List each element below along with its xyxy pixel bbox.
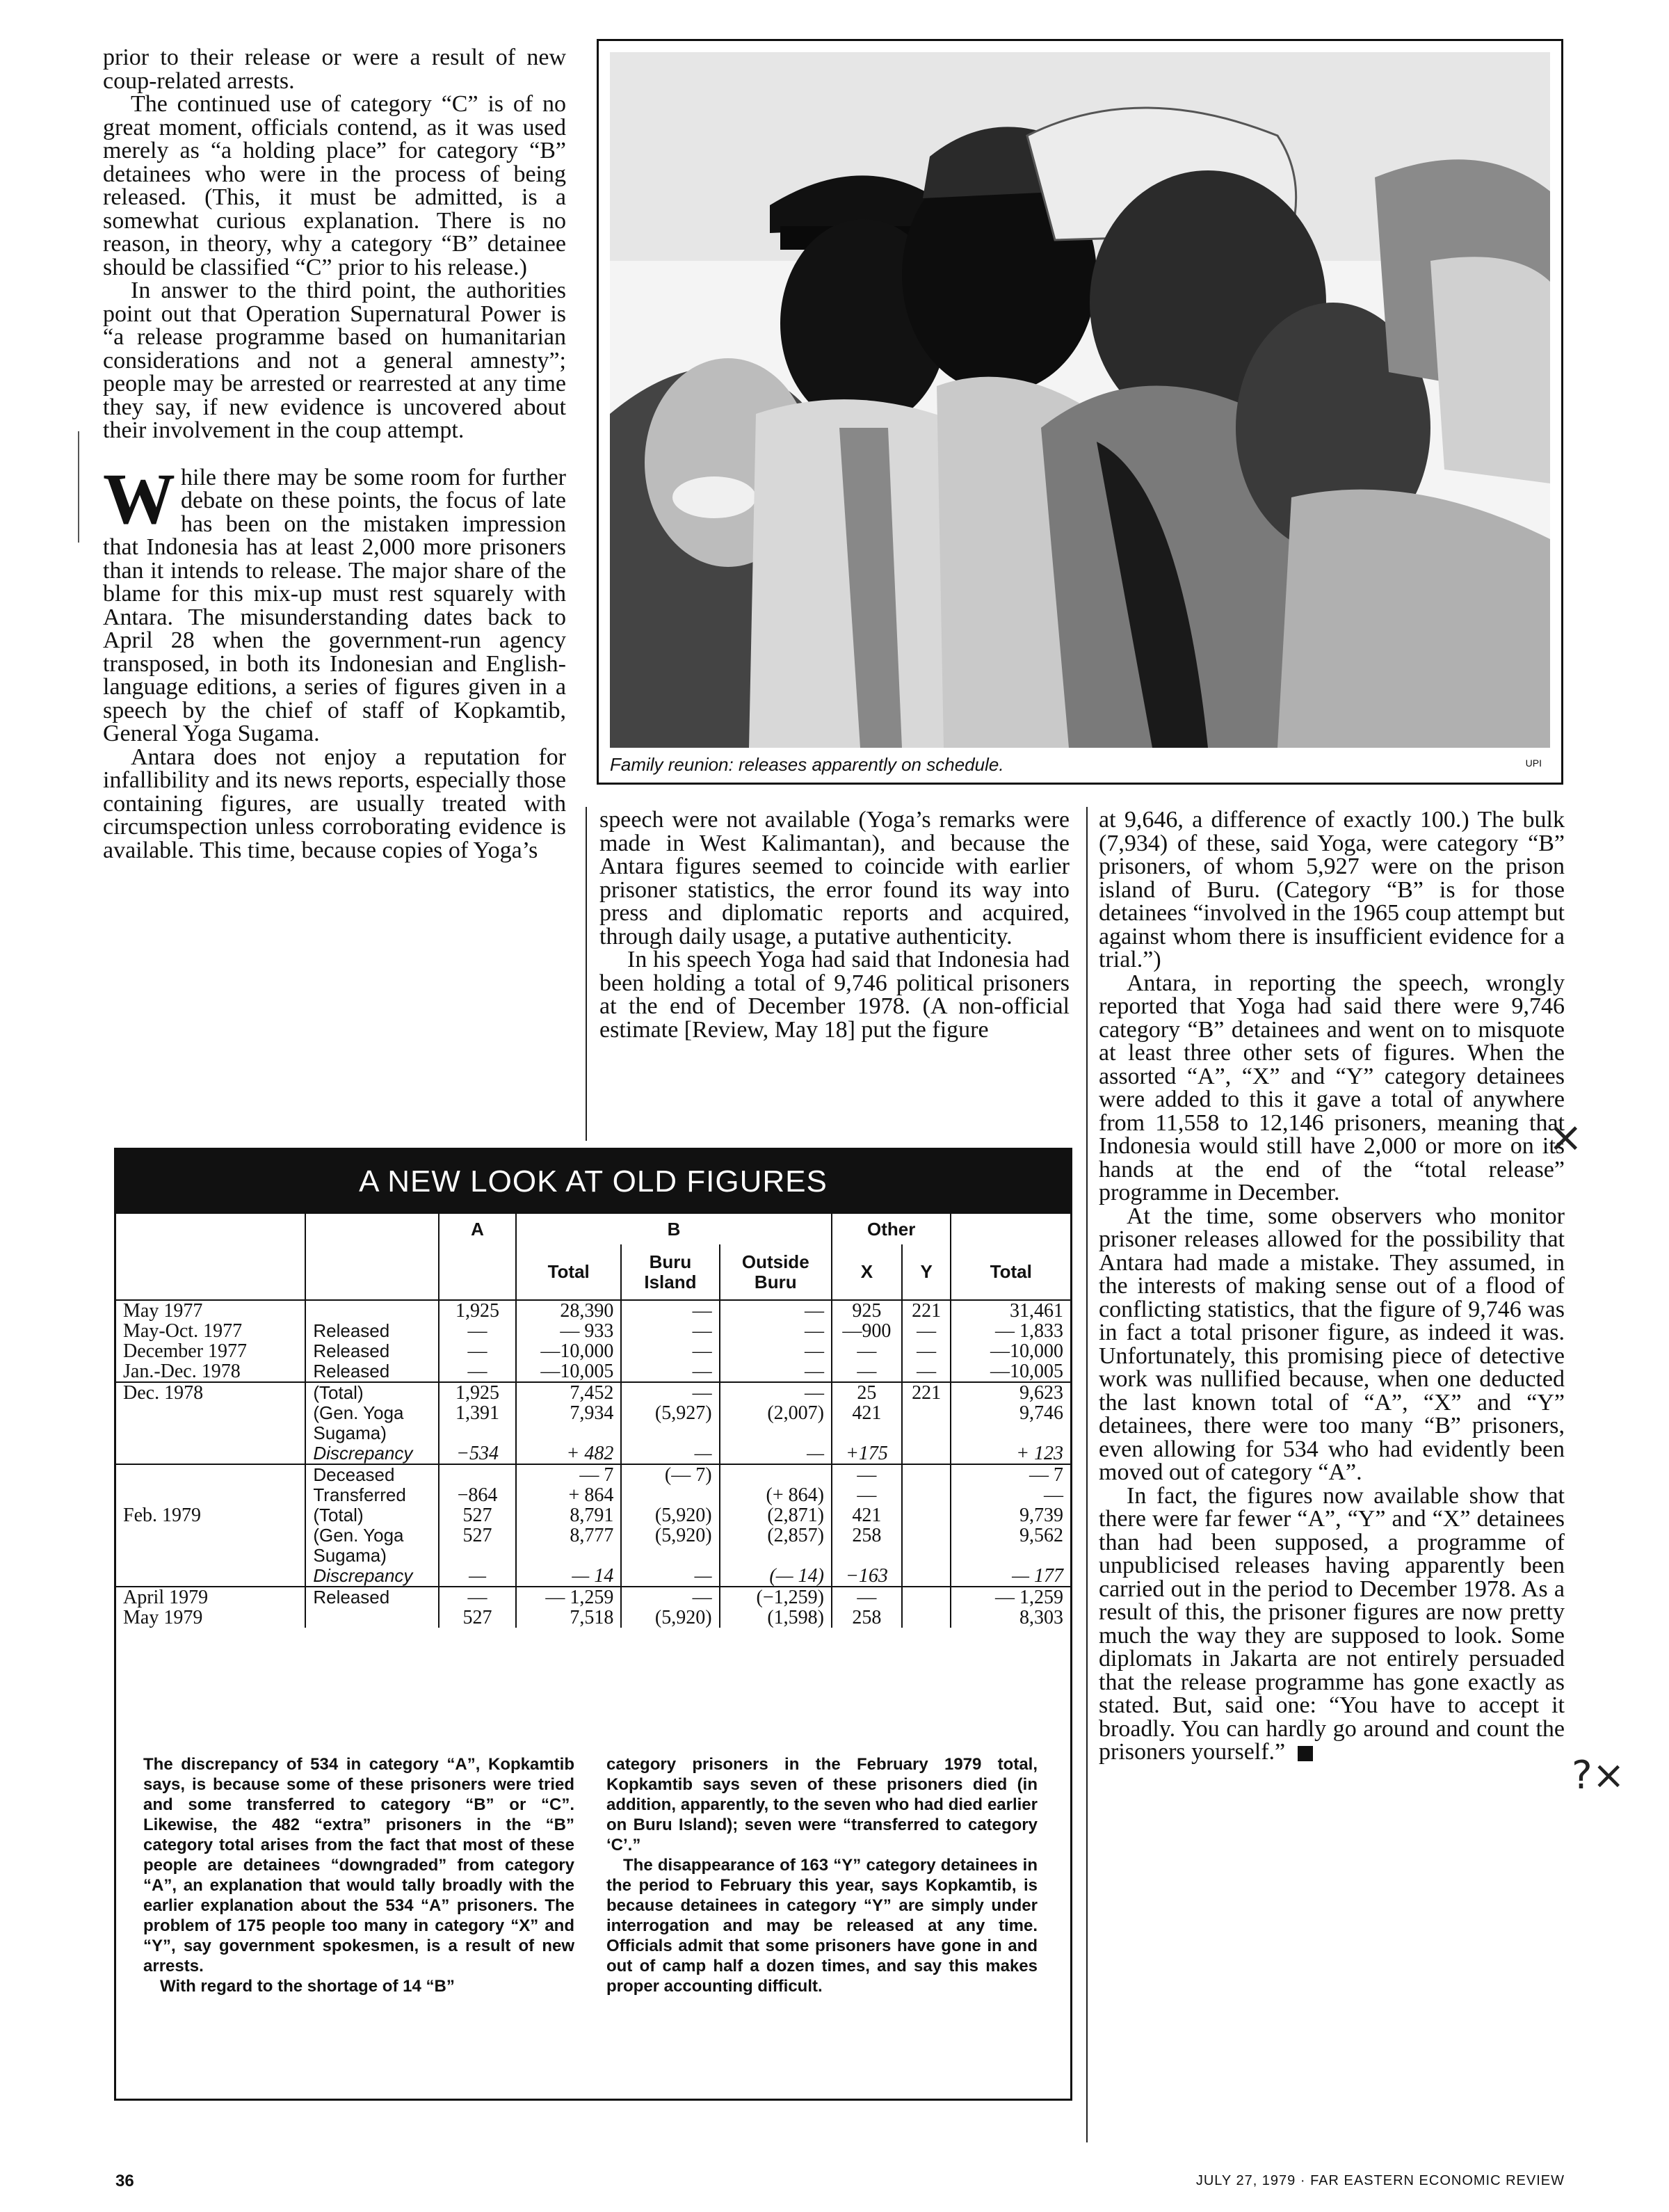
cell-y [902, 1464, 951, 1485]
cell-buru: — [621, 1300, 719, 1321]
cell-tot: —10,005 [951, 1361, 1070, 1382]
column-divider [586, 807, 587, 1141]
cell-y: 221 [902, 1300, 951, 1321]
cell-y [902, 1608, 951, 1628]
cell-period: Jan.-Dec. 1978 [116, 1361, 305, 1382]
cell-y [902, 1485, 951, 1505]
cell-period: May 1979 [123, 1607, 203, 1628]
article-column-3 [1099, 808, 1565, 1764]
cell-bt: 7,934 [516, 1403, 621, 1443]
masthead: JULY 27, 1979 · FAR EASTERN ECONOMIC REVIEW [1195, 2173, 1565, 2188]
cell-out: (2,871) [720, 1505, 832, 1525]
cell-a: 527 [439, 1505, 516, 1525]
cell-note: Released [305, 1341, 439, 1361]
cell-tot: 9,623 [951, 1382, 1070, 1403]
cell-a: — [439, 1341, 516, 1361]
margin-pencil-mark [78, 431, 79, 543]
cell-x: — [832, 1341, 902, 1361]
cell-note: Discrepancy [305, 1566, 439, 1587]
paragraph: Antara, in reporting the speech, wrongly reported that Yoga had said there were 9,746 category “B” detainees and went on to misquote at least three other sets of figures. When the assorted “A”, “X” and “Y” category detainees were added to this it gave a total of anywhere from 11,558 to 12,146 prisoners, meaning that Indonesia would still have 2,000 or more on its hands at the end of the “total release” programme in December. [1099, 970, 1565, 1205]
header-total: Total [951, 1244, 1070, 1300]
cell-y: 221 [902, 1382, 951, 1403]
cell-a: — [439, 1321, 516, 1341]
cell-period: Dec. 1978 [123, 1382, 204, 1404]
cell-y: — [902, 1321, 951, 1341]
paragraph: prior to their release or were a result of new coup-related arrests. [103, 45, 566, 94]
cell-buru: — [621, 1361, 719, 1382]
cell-period: December 1977 [123, 1340, 248, 1362]
paragraph: speech were not available (Yoga’s remarks were made in West Kalimantan), and because the Antara figures seemed to coincide with earlier prisoner statistics, the error found its way into press and diplomatic reports and acquired, through daily usage, a putative authenticity. [599, 807, 1070, 949]
paragraph: In answer to the third point, the authorities point out that Operation Supernatural Power is “a release programme based on humanitarian considerations and not a general amnesty”; people may be arrested or rearrested at any time they say, if new evidence is uncovered about their involvement in the coup attempt. [103, 278, 566, 443]
cell-out: — [720, 1382, 832, 1403]
header-outside: Outside Buru [720, 1244, 832, 1300]
cell-note: Released [305, 1587, 439, 1608]
cell-x: 421 [832, 1403, 902, 1443]
cell-x: — [832, 1464, 902, 1485]
table-title: A NEW LOOK AT OLD FIGURES [116, 1150, 1070, 1214]
cell-note: (Total) [305, 1505, 439, 1525]
cell-tot: + 123 [951, 1443, 1070, 1464]
table-notes-right [606, 1754, 1038, 1996]
cell-x: 421 [832, 1505, 902, 1525]
cell-note: (Total) [305, 1382, 439, 1403]
cell-buru: (5,927) [621, 1403, 719, 1443]
cell-out: (2,007) [720, 1403, 832, 1443]
table-row [116, 1587, 1070, 1608]
table-row [116, 1300, 1070, 1321]
cell-tot: 9,739 [951, 1505, 1070, 1525]
cell-y [902, 1443, 951, 1464]
paragraph-text: In fact, the figures now available show that there were far fewer “A”, “Y” and “X” detainees than had been supposed, a programme of unpublicised releases having apparently been carried out in the period to December 1978. As a result of this, the prisoner figures are now pretty much the way they are supposed to look. Some diplomats in Jakarta are not entirely persuaded that the release programme has gone exactly as stated. But, said one: “You have to accept it broadly. You can hardly go around and count the prisoners yourself.” [1099, 1482, 1565, 1765]
cell-tot: — [951, 1485, 1070, 1505]
cell-x: −163 [832, 1566, 902, 1587]
table-row [116, 1403, 1070, 1443]
paragraph: In his speech Yoga had said that Indonesia had been holding a total of 9,746 political prisoners at the end of December 1978. (A non-official estimate [Review, May 18] put the figure [599, 947, 1070, 1043]
cell-y [902, 1525, 951, 1566]
cell-out: (+ 864) [720, 1485, 832, 1505]
family-reunion-photo [610, 52, 1550, 748]
header-x: X [832, 1244, 902, 1300]
cell-out: — [720, 1443, 832, 1464]
cell-a: 1,925 [439, 1382, 516, 1403]
cell-bt: —10,005 [516, 1361, 621, 1382]
cell-buru: — [621, 1321, 719, 1341]
cell-a: — [439, 1566, 516, 1587]
cell-bt: + 482 [516, 1443, 621, 1464]
cell-bt: — 1,259 [516, 1587, 621, 1608]
cell-note: (Gen. Yoga Sugama) [305, 1525, 439, 1566]
table-row [116, 1382, 1070, 1403]
cell-buru: — [621, 1382, 719, 1403]
cell-x: 258 [832, 1525, 902, 1566]
cell-bt: — 14 [516, 1566, 621, 1587]
drop-cap: W [103, 458, 175, 539]
note-paragraph: The disappearance of 163 “Y” category detainees in the period to February this year, says Kopkamtib, is because detainees in category “Y” are simply under interrogation and may be released at any time. Officials admit that some prisoners have gone in and out of camp half a dozen times, and say this makes proper accounting difficult. [606, 1856, 1038, 1996]
table-row [116, 1505, 1070, 1525]
cell-out: (— 14) [720, 1566, 832, 1587]
cell-x: +175 [832, 1443, 902, 1464]
table-row [116, 1443, 1070, 1464]
cell-tot: — 1,259 [951, 1587, 1070, 1608]
cell-buru: (— 7) [621, 1464, 719, 1485]
cell-period: Feb. 1979 [123, 1505, 201, 1526]
cell-x: 925 [832, 1300, 902, 1321]
page-number: 36 [115, 2172, 134, 2190]
cell-bt: 8,791 [516, 1505, 621, 1525]
cell-buru [621, 1485, 719, 1505]
cell-period [116, 1464, 305, 1485]
cell-tot: — 1,833 [951, 1321, 1070, 1341]
figures-table [116, 1214, 1070, 1628]
cell-a: — [439, 1361, 516, 1382]
article-column-1 [103, 46, 566, 862]
cell-tot: — 7 [951, 1464, 1070, 1485]
cell-y [902, 1587, 951, 1608]
cell-tot: — 177 [951, 1566, 1070, 1587]
cell-a: −864 [439, 1485, 516, 1505]
table-row [116, 1608, 1070, 1628]
cell-out: — [720, 1300, 832, 1321]
cell-bt: —10,000 [516, 1341, 621, 1361]
cell-out: (1,598) [720, 1608, 832, 1628]
photo-caption: Family reunion: releases apparently on schedule. [610, 754, 1004, 775]
cell-bt: — 7 [516, 1464, 621, 1485]
cell-out: (2,857) [720, 1525, 832, 1566]
cell-tot: 9,746 [951, 1403, 1070, 1443]
table-row [116, 1525, 1070, 1566]
article-column-2 [599, 808, 1070, 1041]
cell-out: (−1,259) [720, 1587, 832, 1608]
cell-tot: 9,562 [951, 1525, 1070, 1566]
cell-period: May-Oct. 1977 [123, 1320, 243, 1342]
header-y: Y [902, 1244, 951, 1300]
table-row [116, 1361, 1070, 1382]
cell-y [902, 1403, 951, 1443]
header-other: Other [832, 1214, 951, 1244]
cell-y [902, 1505, 951, 1525]
column-divider [1086, 807, 1088, 2142]
cell-buru: (5,920) [621, 1505, 719, 1525]
table-row [116, 1341, 1070, 1361]
cell-x: — [832, 1587, 902, 1608]
table-body [116, 1300, 1070, 1628]
cell-buru: (5,920) [621, 1525, 719, 1566]
cell-buru: (5,920) [621, 1608, 719, 1628]
cell-x: — [832, 1485, 902, 1505]
cell-tot: 8,303 [951, 1608, 1070, 1628]
cell-period [116, 1525, 305, 1566]
cell-note: Transferred [305, 1485, 439, 1505]
cell-note: Deceased [305, 1464, 439, 1485]
cell-period [116, 1485, 305, 1505]
handwritten-mark: ?⨯ [1572, 1753, 1625, 1798]
photo-frame [597, 39, 1563, 785]
cell-bt: + 864 [516, 1485, 621, 1505]
note-paragraph: The discrepancy of 534 in category “A”, Kopkamtib says, is because some of these prisoners were tried and some transferred to category “B” or “C”. Likewise, the 482 “extra” prisoners in the “B” category total arises from the fact that most of these people are detainees “downgraded” from category “A”, an explanation that would tally broadly with the earlier explanation about the 534 “A” prisoners. The problem of 175 people too many in category “X” and “Y”, say government spokesmen, is a result of new arrests. [143, 1755, 574, 1975]
cell-buru: — [621, 1587, 719, 1608]
cell-period [116, 1443, 305, 1464]
cell-bt: 7,452 [516, 1382, 621, 1403]
header-b: B [516, 1214, 832, 1244]
paragraph: at 9,646, a difference of exactly 100.) The bulk (7,934) of these, said Yoga, were category “B” prisoners, of whom 5,927 were on the prison island of Buru. (Category “B” is for those detainees “involved in the 1965 coup attempt but against whom there is insufficient evidence for a trial.”) [1099, 807, 1565, 972]
cell-buru: — [621, 1341, 719, 1361]
paragraph [1099, 1484, 1565, 1764]
table-row [116, 1464, 1070, 1485]
cell-x: 25 [832, 1382, 902, 1403]
cell-tot: 31,461 [951, 1300, 1070, 1321]
cell-note: Discrepancy [305, 1443, 439, 1464]
cell-buru: — [621, 1566, 719, 1587]
end-mark: R [1298, 1746, 1313, 1761]
cell-note: Released [305, 1361, 439, 1382]
cell-a: 527 [439, 1608, 516, 1628]
cell-x: 258 [832, 1608, 902, 1628]
cell-y [902, 1566, 951, 1587]
cell-note: (Gen. Yoga Sugama) [305, 1403, 439, 1443]
table-row [116, 1485, 1070, 1505]
cell-note [305, 1300, 439, 1321]
header-buru: Buru Island [621, 1244, 719, 1300]
cell-bt: — 933 [516, 1321, 621, 1341]
note-paragraph: With regard to the shortage of 14 “B” [160, 1977, 455, 1996]
paragraph: The continued use of category “C” is of no great moment, officials contend, as it was used merely as “a holding place” for category “B” detainees who were in the process of being released. (This, it must be admitted, is a somewhat curious explanation. There is no reason, in theory, why a category “B” detainee should be classified “C” prior to his release.) [103, 91, 566, 280]
photo-credit: UPI [1525, 758, 1542, 769]
cell-out [720, 1464, 832, 1485]
cell-y: — [902, 1341, 951, 1361]
cell-period [116, 1566, 305, 1587]
cell-period: May 1977 [123, 1300, 203, 1322]
cell-note: Released [305, 1321, 439, 1341]
cell-x: —900 [832, 1321, 902, 1341]
cell-period [116, 1403, 305, 1443]
cell-out: — [720, 1361, 832, 1382]
cell-a: 527 [439, 1525, 516, 1566]
section-text: hile there may be some room for further debate on these points, the focus of late has been on the mistaken impression that Indonesia has at least 2,000 more prisoners than it intends to release. The major share of the blame for this mix-up must rest squarely with Antara. The misunderstanding dates back to April 28 when the government-run agency transposed, in both its Indonesian and English-language editions, a series of figures given in a speech by the chief of staff of Kopkamtib, General Yoga Sugama. [103, 464, 566, 746]
cell-bt: 28,390 [516, 1300, 621, 1321]
cell-out: — [720, 1321, 832, 1341]
paragraph: Antara does not enjoy a reputation for infallibility and its news reports, especially those containing figures, are usually treated with circumspection unless corroborating evidence is available. This time, because copies of Yoga’s [103, 744, 566, 863]
cell-a: −534 [439, 1443, 516, 1464]
cell-out: — [720, 1341, 832, 1361]
paragraph: At the time, some observers who monitor prisoner releases allowed for the possibility that Antara had made a mistake. They assumed, in the interests of making sense out of a flood of conflicting statistics, that the figure of 9,746 was in fact a total prisoner figure, as indeed it was. Unfortunately, this promising piece of detective work was nullified because, when one deducted the last known total of “A”, “X” and “Y” detainees, there were too many “B” prisoners, even allowing for 534 who had evidently been moved out of category “A”. [1099, 1203, 1565, 1485]
cell-tot: —10,000 [951, 1341, 1070, 1361]
cell-a: — [439, 1587, 516, 1608]
section-paragraph [103, 458, 566, 746]
cell-bt: 8,777 [516, 1525, 621, 1566]
cell-y: — [902, 1361, 951, 1382]
table-row [116, 1321, 1070, 1341]
table-notes-left [143, 1754, 574, 1996]
cell-note [305, 1608, 439, 1628]
header-b-total: Total [516, 1244, 621, 1300]
cell-bt: 7,518 [516, 1608, 621, 1628]
note-paragraph: category prisoners in the February 1979 total, Kopkamtib says seven of these prisoners died (in addition, apparently, to the seven who had died earlier on Buru Island); seven were “transferred to category ‘C’.” [606, 1755, 1038, 1854]
cell-period: April 1979 [123, 1587, 209, 1608]
cell-buru: — [621, 1443, 719, 1464]
cell-a [439, 1464, 516, 1485]
header-a: A [439, 1214, 516, 1244]
table-row [116, 1566, 1070, 1587]
cell-a: 1,925 [439, 1300, 516, 1321]
handwritten-mark: ⨯ [1548, 1113, 1583, 1162]
cell-x: — [832, 1361, 902, 1382]
cell-a: 1,391 [439, 1403, 516, 1443]
